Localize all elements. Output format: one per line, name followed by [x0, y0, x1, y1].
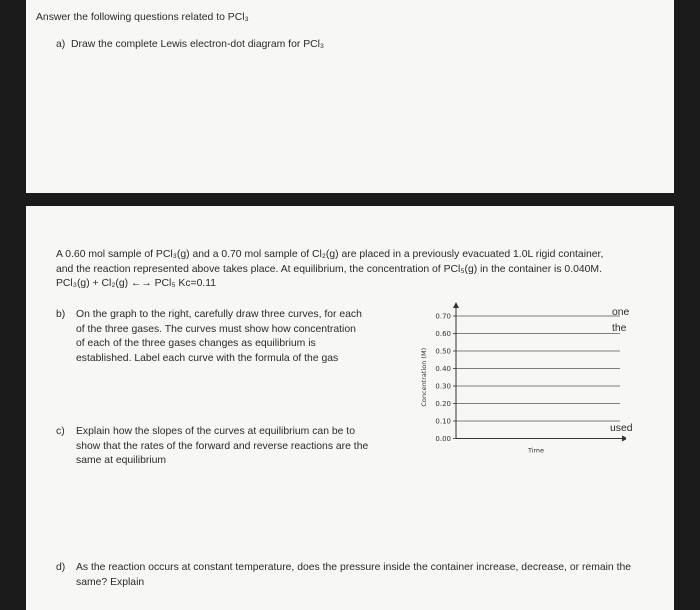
x-axis-arrow — [622, 436, 626, 442]
y-axis-label: Concentration (M) — [420, 347, 428, 407]
question-a-text: Draw the complete Lewis electron-dot diagram for PCl₃ — [71, 39, 325, 50]
question-c-label: c) — [56, 426, 65, 437]
question-panel-bottom — [26, 206, 674, 610]
question-c-text: Explain how the slopes of the curves at equilibrium can be to show that the rates of the forward and reverse reactions are the same at equilibrium — [76, 426, 369, 466]
y-tick-label: 0.30 — [435, 382, 451, 391]
question-d-label: d) — [56, 562, 66, 573]
y-grid-lines — [456, 316, 620, 421]
question-a — [56, 38, 324, 53]
y-tick-label: 0.70 — [435, 312, 451, 321]
concentration-time-graph — [356, 302, 626, 477]
y-tick-label: 0.40 — [435, 365, 451, 373]
y-axis-arrow — [453, 302, 459, 308]
y-tick-label: 0.50 — [435, 347, 451, 356]
y-tick-label: 0.00 — [435, 435, 451, 443]
question-d-text: As the reaction occurs at constant temperature, does the pressure inside the container increase, decrease, or remain the same? Explain — [76, 562, 632, 588]
y-tick-label: 0.10 — [435, 417, 451, 426]
side-text-one: one — [612, 307, 630, 318]
side-text-used: used — [610, 423, 633, 434]
question-b-label: b) — [56, 309, 66, 320]
problem-intro: A 0.60 mol sample of PCl₃(g) and a 0.70 mol sample of Cl₂(g) are placed in a previously evacuated 1.0L rigid container, and the reaction represented above takes place. At equilibrium, the concentration of PCl₅(g) in the container is 0.040M. PCl₃(g) + Cl₂(g) ←→ PCl₅ Kc=0.11 — [56, 249, 604, 289]
question-b-text: On the graph to the right, carefully draw three curves, for each of the three gases. The curves must show how concentration of each of the three gases changes as equilibrium is established. Label each curve with the formula of the gas — [76, 309, 362, 364]
y-tick-label: 0.60 — [435, 330, 451, 338]
y-tick-label: 0.20 — [435, 400, 451, 408]
question-title: Answer the following questions related to PCl₃ — [36, 12, 249, 23]
x-axis-label: Time — [528, 446, 544, 455]
question-a-label: a) — [56, 39, 66, 50]
question-panel-top — [26, 0, 674, 193]
y-tick-labels — [435, 313, 456, 444]
side-text-the: the — [612, 323, 627, 334]
